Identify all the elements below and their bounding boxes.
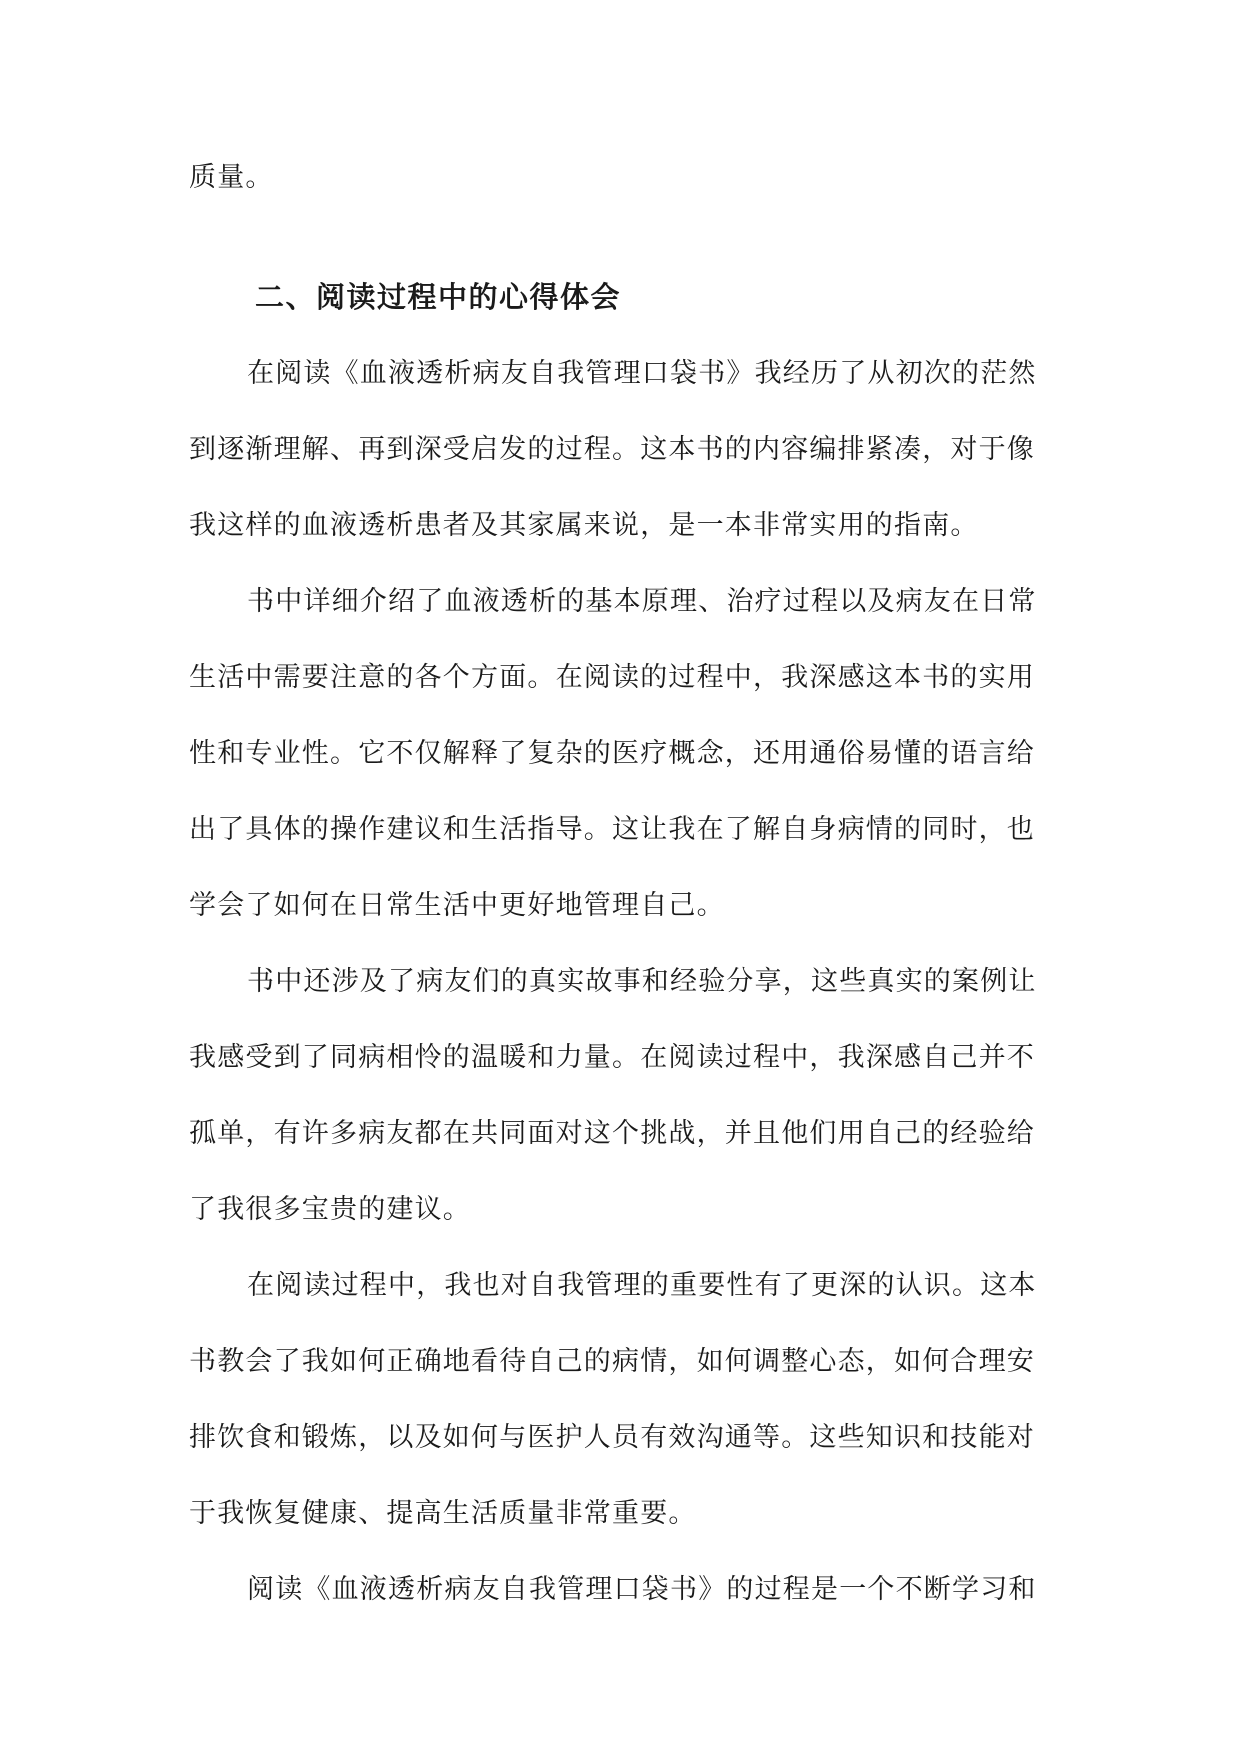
paragraph-line: 在阅读过程中，我也对自我管理的重要性有了更深的认识。这本 bbox=[247, 1270, 1037, 1301]
paragraph-line: 出了具体的操作建议和生活指导。这让我在了解自身病情的同时，也 bbox=[189, 814, 1035, 845]
paragraph-3 bbox=[189, 944, 1059, 1248]
paragraph-line: 学会了如何在日常生活中更好地管理自己。 bbox=[189, 890, 725, 921]
paragraph-line: 在阅读《血液透析病友自我管理口袋书》我经历了从初次的茫然 bbox=[247, 358, 1037, 389]
paragraph-5 bbox=[189, 1552, 1059, 1628]
paragraph-1 bbox=[189, 336, 1059, 564]
paragraph-line: 性和专业性。它不仅解释了复杂的医疗概念，还用通俗易懂的语言给 bbox=[189, 738, 1035, 769]
paragraph-line: 排饮食和锻炼，以及如何与医护人员有效沟通等。这些知识和技能对 bbox=[189, 1422, 1035, 1453]
paragraph-4 bbox=[189, 1248, 1059, 1552]
section-heading: 二、阅读过程中的心得体会 bbox=[255, 280, 622, 314]
paragraph-line: 阅读《血液透析病友自我管理口袋书》的过程是一个不断学习和 bbox=[247, 1574, 1037, 1605]
paragraph-line: 到逐渐理解、再到深受启发的过程。这本书的内容编排紧凑，对于像 bbox=[189, 434, 1035, 465]
paragraph-line: 我感受到了同病相怜的温暖和力量。在阅读过程中，我深感自己并不 bbox=[189, 1042, 1035, 1073]
paragraph-line: 书教会了我如何正确地看待自己的病情，如何调整心态，如何合理安 bbox=[189, 1346, 1035, 1377]
paragraph-line: 了我很多宝贵的建议。 bbox=[189, 1194, 471, 1225]
paragraph-line: 书中详细介绍了血液透析的基本原理、治疗过程以及病友在日常 bbox=[247, 586, 1037, 617]
paragraph-line: 于我恢复健康、提高生活质量非常重要。 bbox=[189, 1498, 697, 1529]
carry-over-text: 质量。 bbox=[189, 162, 274, 193]
paragraph-2 bbox=[189, 564, 1059, 944]
paragraph-line: 孤单，有许多病友都在共同面对这个挑战，并且他们用自己的经验给 bbox=[189, 1118, 1035, 1149]
paragraph-line: 书中还涉及了病友们的真实故事和经验分享，这些真实的案例让 bbox=[247, 966, 1037, 997]
paragraph-line: 我这样的血液透析患者及其家属来说，是一本非常实用的指南。 bbox=[189, 510, 979, 541]
document-body bbox=[189, 140, 1059, 1628]
paragraph-line: 生活中需要注意的各个方面。在阅读的过程中，我深感这本书的实用 bbox=[189, 662, 1035, 693]
